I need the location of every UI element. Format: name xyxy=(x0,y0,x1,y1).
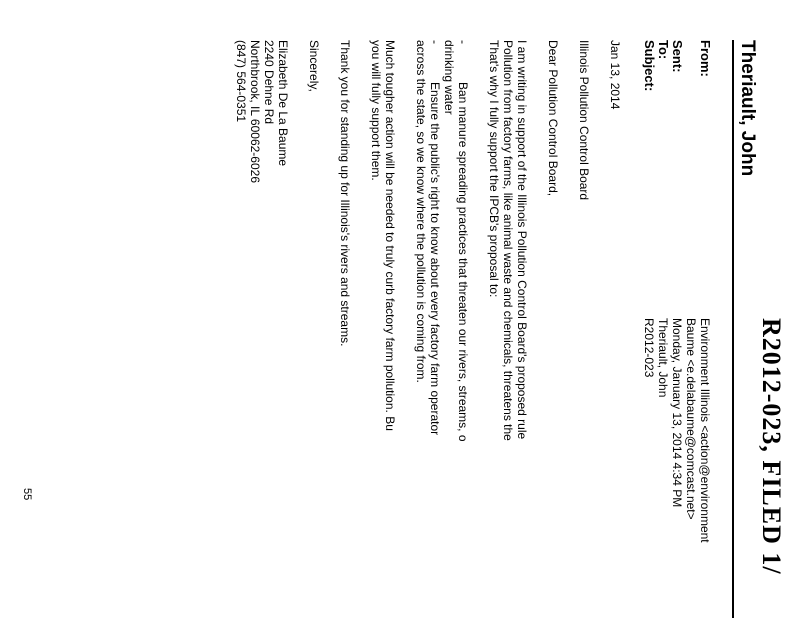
subject-value: R2012-023 xyxy=(642,318,656,378)
closing-line: Sincerely, xyxy=(307,40,321,92)
bullet2-line1: Ensure the public's right to know about every factory farm operator xyxy=(428,82,442,436)
to-value: Theriault, John xyxy=(656,318,670,398)
signature-name: Elizabeth De La Baume xyxy=(276,40,290,167)
bullet1-line2: drinking water xyxy=(442,40,456,115)
bullet-dash: - xyxy=(456,40,470,44)
page-number: 55 xyxy=(21,488,33,501)
header-values xyxy=(642,318,712,543)
bullet-dash: - xyxy=(428,40,442,44)
sent-value: Monday, January 13, 2014 4:34 PM xyxy=(670,318,684,508)
header-divider xyxy=(732,40,734,618)
to-label: To: xyxy=(656,40,671,60)
header-labels xyxy=(642,40,712,91)
paragraph1-line2: Pollution from factory farms, like animal waste and chemicals, threatens the xyxy=(501,40,515,441)
paragraph2-line1: Much tougher action will be needed to truly curb factory farm pollution. Bu xyxy=(383,40,397,431)
from-label: From: xyxy=(698,40,713,77)
sent-label: Sent: xyxy=(670,40,685,73)
from-value-line2: Baume <e.delabaume@comcast.net> xyxy=(684,318,698,520)
signature-street: 2240 Dehne Rd xyxy=(262,40,276,125)
subject-label: Subject: xyxy=(642,40,657,92)
filing-stamp: R2012-023, FILED 1/ xyxy=(757,318,786,575)
paragraph1-line3: That's why I fully support the IPCB's proposal to: xyxy=(487,40,501,298)
paragraph1-line1: I am writing in support of the Illinois Pollution Control Board's proposed rule xyxy=(515,40,529,440)
signature-city: Northbrook, IL 60062-6026 xyxy=(248,40,262,183)
recipient-name-heading: Theriault, John xyxy=(737,40,758,177)
signature-phone: (847) 564-0351 xyxy=(234,40,248,123)
letter-recipient: Illinois Pollution Control Board xyxy=(577,40,591,201)
paragraph2-line2: you will fully support them. xyxy=(369,40,383,181)
letter-salutation: Dear Pollution Control Board, xyxy=(546,40,560,197)
letter-date: Jan 13, 2014 xyxy=(608,40,622,110)
from-value-line1: Environment Illinois <action@environment xyxy=(698,318,712,543)
bullet1-line1: Ban manure spreading practices that threaten our rivers, streams, o xyxy=(456,82,470,442)
bullet2-line2: across the state, so we know where the pollution is coming from. xyxy=(414,40,428,383)
thanks-line: Thank you for standing up for Illinois's rivers and streams. xyxy=(338,40,352,347)
